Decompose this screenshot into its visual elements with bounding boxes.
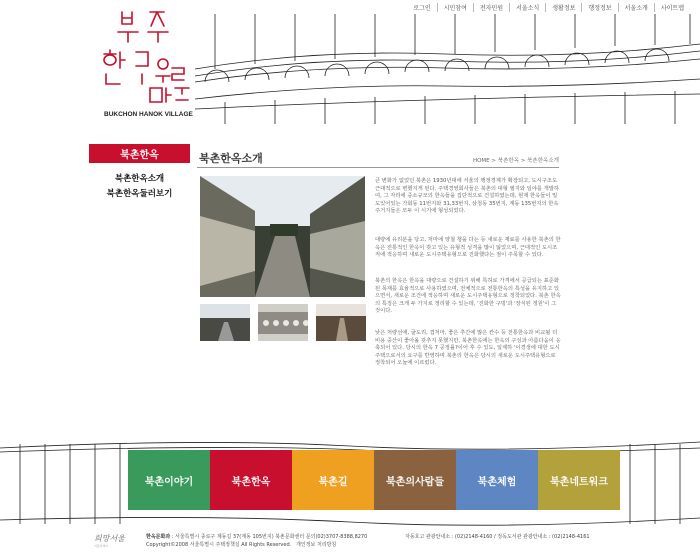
privacy-link[interactable]: 개인정보 처리방침	[296, 542, 337, 548]
category-tiles	[128, 450, 620, 510]
nav-citizen[interactable]: 시민참여	[437, 3, 473, 12]
nav-civil[interactable]: 전자민원	[473, 3, 509, 12]
logo-subtitle: BUKCHON HANOK VILLAGE	[104, 111, 193, 118]
tile-bukchon-people[interactable]: 북촌의사람들	[374, 450, 456, 510]
sidebar-menu	[89, 172, 190, 202]
nav-admin[interactable]: 행정정보	[581, 3, 617, 12]
thumbnail-alley[interactable]	[200, 304, 250, 341]
thumbnail-wall[interactable]	[258, 304, 308, 341]
tile-bukchon-story[interactable]: 북촌이야기	[128, 450, 210, 510]
content-paragraph-1: 큰 변화가 없었던 북촌은 1930년대에 서울의 행정경계가 확장되고, 도시구조도 근대적으로 변했지게 된다. 주택경영회사들은 북촌의 대형 필지와 임야를 개발하여, 그 자리에 중소규모의 한옥들을 집단적으로 건설하였는데, 현재 한옥들이 밀도있어있는 가회동 11번지와 31,33번지, 삼청동 35번지, 계동 135번지의 한옥주거지들은 모두 이 시기에 형성되었다.	[375, 178, 560, 215]
content-paragraph-4: 낮은 처량선에, 굴도리, 겹처마, 좋은 추간에 많은 칸수 등 전통한옥과 비교될 더 비용 중산이 좋아올 갖추지 못했지만, 북촌한옥에는 한옥의 구성과 아름다움이 응축되어 있다. 당시의 한옥 7 공정률?이어 후 수 있도, 일제하 '이경생에 대한 도시주택으로서의 요구를 반영하며 북촌의 한옥은 당시의 새로운 도시주택유형으로 정착되어 오늘에 이르렀다.	[375, 330, 561, 367]
sidebar-item-intro[interactable]: 북촌한옥소개	[114, 174, 165, 184]
thumbnail-street[interactable]	[316, 304, 366, 341]
tile-bukchon-experience[interactable]: 북촌체험	[456, 450, 538, 510]
footer-tour-info: 자동호고 관광안내소 : (02)2148-4160 / 정독도서관 관광안내소 : (02)2148-4161	[405, 534, 590, 540]
seoul-logo[interactable]: 희망서울 서울특별시	[94, 534, 125, 548]
bukchon-logo[interactable]	[0, 0, 195, 135]
tile-bukchon-network[interactable]: 북촌네트워크	[538, 450, 620, 510]
page-title: 북촌한옥소개	[199, 152, 263, 165]
footer-info: 한옥문화과 : 서울특별시 종로구 계동길 37(계동 105번지) 북촌문화센터 문의(02)3707-8388,8270 Copyright©2008 서울특별시 주택정책실 All Rights Reserved. 개인정보 처리방침	[146, 534, 368, 548]
nav-life[interactable]: 생활정보	[545, 3, 581, 12]
content-paragraph-3: 북촌의 한옥은 한옥을 대량으로 건설하기 위해 특허로 가격에서 공급되는 표준화된 목재를 효율적으로 사용하였으며, 전체적으로 전통한옥의 특성을 유지하고 있으면서, 새로운 조건에 적응하며 새로운 도시주택유형으로 정착되었다. 북촌 한옥의 특징은 크게 두 가지로 정리할 수 있는데, '진화한 구빙'과 '장식된 정원'이 그것이다.	[375, 278, 561, 315]
hanok-roof-sketch	[195, 14, 700, 124]
nav-sitemap[interactable]: 사이트맵	[654, 3, 690, 12]
tile-bukchon-hanok[interactable]: 북촌한옥	[210, 450, 292, 510]
breadcrumb: HOME > 북촌한옥 > 북촌한옥소개	[472, 158, 559, 164]
top-nav	[407, 3, 690, 12]
content-paragraph-2: 대량에 유리분을 당고, 처마에 양철 챙을 다는 등 새로운 재료를 사용한 북촌의 한옥은 전통적인 한옥이 갖고 있는 유형적 성격을 많이 잃었으며, 근대적인 도시조직에 적응하며 새로운 도시주택유형으로 진화했다는 점이 주목할 수 있다.	[375, 237, 561, 259]
tile-bukchon-road[interactable]: 북촌길	[292, 450, 374, 510]
nav-about[interactable]: 서울소개	[618, 3, 654, 12]
sidebar-item-tour[interactable]: 북촌한옥둘러보기	[106, 189, 173, 199]
nav-login[interactable]: 로그인	[413, 5, 431, 12]
nav-news[interactable]: 서울소식	[509, 3, 545, 12]
title-divider	[197, 167, 559, 168]
sidebar-heading: 북촌한옥	[89, 144, 190, 163]
main-alley-photo	[200, 176, 365, 297]
